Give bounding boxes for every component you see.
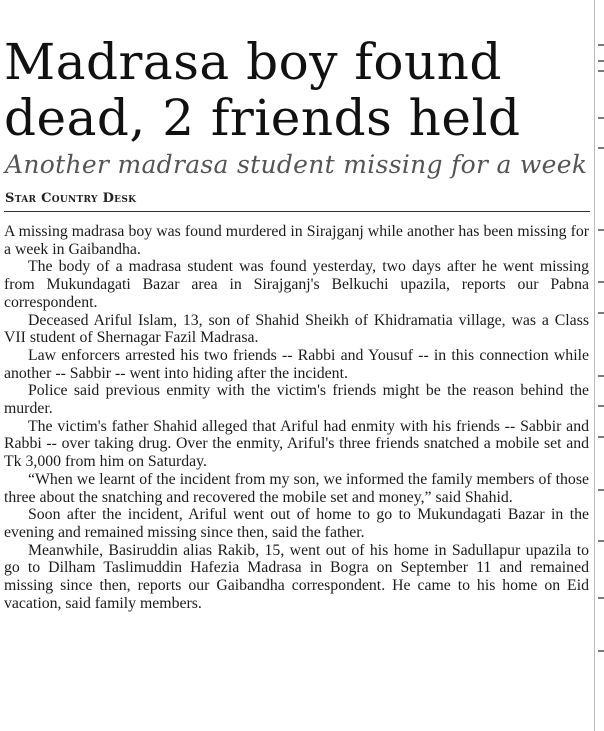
article-body: [4, 223, 589, 612]
paragraph-8: Soon after the incident, Ariful went out of home to go to Mukundagati Bazar in the evening and remained missing since then, said the father.: [4, 506, 589, 541]
subheadline: Another madrasa student missing for a week: [5, 150, 588, 179]
paragraph-2: The body of a madrasa student was found yesterday, two days after he went missing from Mukundagati Bazar area in Sirajganj's Belkuchi upazila, reports our Pabna correspondent.: [4, 258, 589, 311]
byline: Star Country Desk: [5, 191, 137, 206]
paragraph-6: The victim's father Shahid alleged that Ariful had enmity with his friends -- Sabbir and Rabbi -- over taking drug. Over the enmity, Ariful's three friends snatched a mobile set and Tk 3,000 from him on Saturday.: [4, 417, 589, 471]
column-divider: [594, 0, 595, 731]
paragraph-1: A missing madrasa boy was found murdered in Sirajganj while another has been missing for a week in Gaibandha.: [4, 223, 589, 258]
paragraph-9: Meanwhile, Basiruddin alias Rakib, 15, went out of his home in Sadullapur upazila to go to Dilham Taslimuddin Hafezia Madrasa in Bogra on September 11 and remained missing since then, reports our Gaibandha correspondent. He came to his home on Eid vacation, said family members.: [4, 541, 589, 612]
paragraph-3: Deceased Ariful Islam, 13, son of Shahid Sheikh of Khidramatia village, was a Class VII student of Shernagar Fazil Madrasa.: [4, 311, 589, 347]
headline-line-2: dead, 2 friends held: [4, 89, 521, 147]
byline-divider: [4, 211, 590, 212]
paragraph-7: “When we learnt of the incident from my son, we informed the family members of those three about the snatching and recovered the mobile set and money,” said Shahid.: [4, 470, 589, 506]
adjacent-column-edge: [598, 0, 604, 731]
paragraph-5: Police said previous enmity with the victim's friends might be the reason behind the murder.: [4, 382, 589, 418]
headline: [4, 34, 590, 146]
paragraph-4: Law enforcers arrested his two friends -- Rabbi and Yousuf -- in this connection while another -- Sabbir -- went into hiding after the incident.: [4, 346, 589, 382]
headline-line-1: Madrasa boy found: [4, 33, 502, 91]
